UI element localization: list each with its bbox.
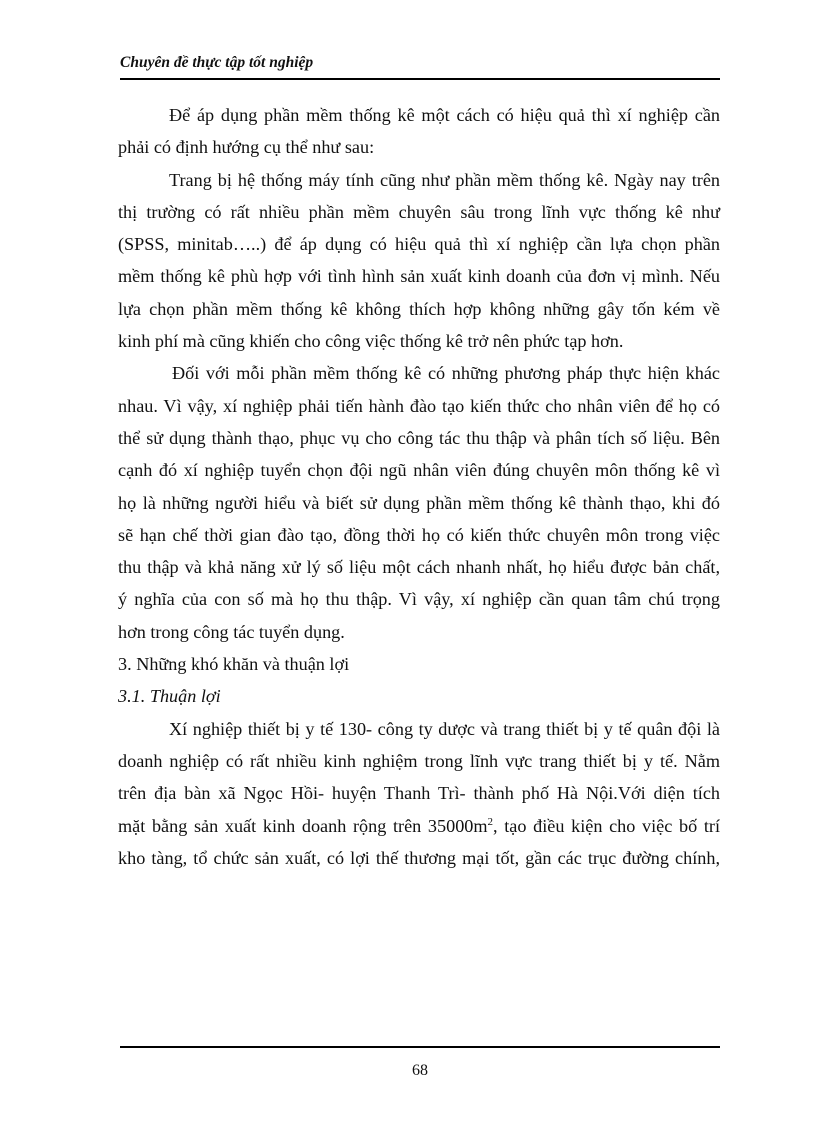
text-line: sẽ hạn chế thời gian đào tạo, đồng thời họ có kiến thức chuyên môn trong việc [118,524,720,545]
footer-rule [120,1046,720,1048]
section-heading: 3. Những khó khăn và thuận lợi [118,654,350,675]
text-line: ý nghĩa của con số mà họ thu thập. Vì vậy, xí nghiệp cần quan tâm chú trọng [118,589,720,610]
header-title: Chuyên đề thực tập tốt nghiệp [120,54,314,71]
text-line: nhau. Vì vậy, xí nghiệp phải tiến hành đào tạo kiến thức cho nhân viên để họ có [118,395,720,416]
text-line: thu thập và khả năng xử lý số liệu một cách nhanh nhất, họ hiểu được bản chất, [118,557,720,578]
text-line: thể sử dụng thành thạo, phục vụ cho công tác thu thập và phân tích số liệu. Bên [118,427,720,448]
text-line: Trang bị hệ thống máy tính cũng như phần mềm thống kê. Ngày nay trên [169,169,720,190]
paragraph-4 [118,713,720,874]
text-line: cạnh đó xí nghiệp tuyển chọn đội ngũ nhân viên đúng chuyên môn thống kê vì [118,460,720,481]
text-segment: mặt bằng sản xuất kinh doanh rộng trên 35000m [118,815,488,836]
superscript: 2 [487,815,494,828]
document-body [118,99,720,874]
text-line: lựa chọn phần mềm thống kê không thích hợp không những gây tốn kém về [118,298,720,319]
text-line: (SPSS, minitab…..) để áp dụng có hiệu quả thì xí nghiệp cần lựa chọn phần [118,234,720,255]
text-line: doanh nghiệp có rất nhiều kinh nghiệm trong lĩnh vực trang thiết bị y tế. Nằm [118,750,720,771]
text-line: hơn trong công tác tuyển dụng. [118,621,345,642]
text-line: kinh phí mà cũng khiến cho công việc thống kê trở nên phức tạp hơn. [118,331,624,352]
page-header [120,50,720,80]
paragraph-1 [118,99,720,164]
text-line: trên địa bàn xã Ngọc Hồi- huyện Thanh Trì- thành phố Hà Nội.Với diện tích [118,783,720,804]
subsection-heading: 3.1. Thuận lợi [118,686,221,707]
text-line-with-superscript [118,810,720,842]
paragraph-2 [118,164,720,358]
paragraph-3 [118,357,720,648]
text-line: Xí nghiệp thiết bị y tế 130- công ty dược và trang thiết bị y tế quân đội là [169,718,720,739]
text-line: phải có định hướng cụ thể như sau: [118,137,375,158]
text-line: mềm thống kê phù hợp với tình hình sản xuất kinh doanh của đơn vị mình. Nếu [118,266,720,287]
text-line: Để áp dụng phần mềm thống kê một cách có hiệu quả thì xí nghiệp cần [169,105,720,125]
text-segment: , tạo điều kiện cho việc bố trí [493,815,720,836]
text-line: kho tàng, tổ chức sản xuất, có lợi thế thương mại tốt, gần các trục đường chính, [118,847,720,868]
text-line: Đối với mỗi phần mềm thống kê có những phương pháp thực hiện khác [172,363,720,384]
text-line: họ là những người hiểu và biết sử dụng phần mềm thống kê thành thạo, khi đó [118,492,720,513]
page-number: 68 [412,1062,428,1079]
text-line: thị trường có rất nhiều phần mềm chuyên sâu trong lĩnh vực thống kê như [118,201,720,222]
